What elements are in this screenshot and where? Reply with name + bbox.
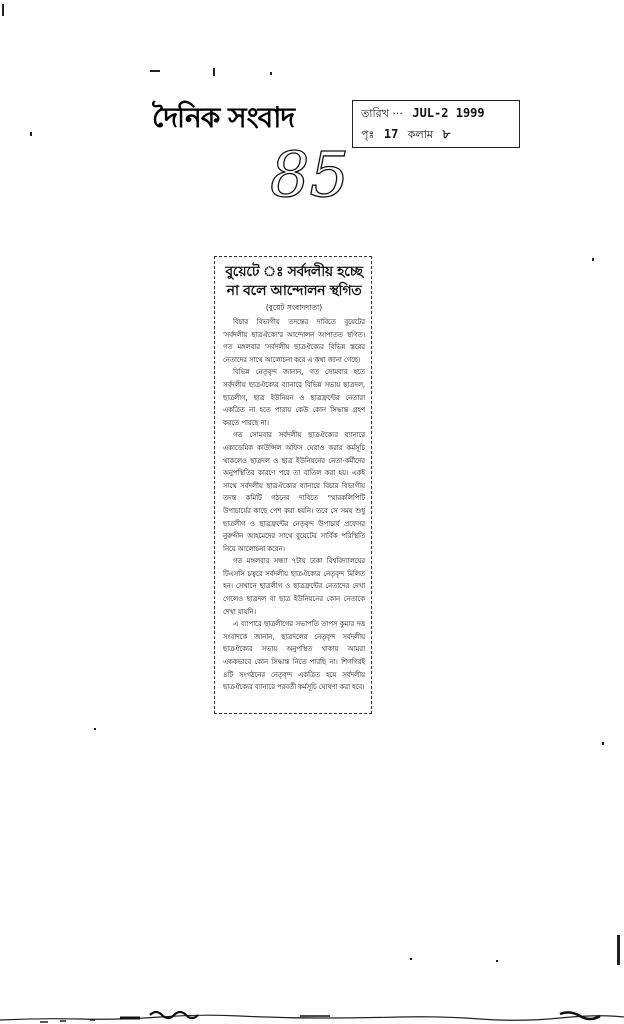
clipping-byline: (বুয়েট সংবাদদাতা) (265, 303, 323, 312)
stamp-dots: ··· (392, 107, 403, 120)
news-clipping (214, 256, 372, 714)
scan-speck (30, 132, 32, 136)
scan-speck (213, 68, 215, 76)
handwritten-number (262, 138, 362, 208)
clipping-paragraph: গত সোমবার সর্বদলীয় ছাত্রঐক্যের ব্যানারে একাডেমিক কাউন্সিল অফিস ঘেরাও করার কর্মসূচি থাকলেও ছাত্রদল ও ছাত্র ইউনিয়নের নেতা-কর্মীদের অনুপস্থিতির কারণে পরে তা বাতিল করা হয়। একই সাথে সর্বদলীয় ছাত্রঐক্যের ব্যানারে বিচার বিভাগীয় তদন্ত কমিটি গঠনের দাবিতে 'স্মারকলিপিটি উপাচার্যের কাছে পেশ করা হয়নি। তবে সে সময় শুধু ছাত্রলীগ ও ছাত্রফ্রন্টের নেতৃবৃন্দ উপাচার্য প্রফেসর নুরুদ্দীন আহমেদের সাথে বুয়েটের সার্বিক পরিস্থিতি নিয়ে আলোচনা করেন। (223, 431, 365, 553)
archive-stamp (352, 100, 520, 148)
stamp-page-row (361, 125, 456, 144)
stamp-page-value: 17 (383, 127, 399, 141)
scan-speck (592, 258, 594, 261)
scan-speck (150, 70, 160, 72)
scan-speck (410, 958, 412, 960)
scan-speck (602, 742, 604, 745)
scan-speck (617, 935, 620, 965)
stamp-date-label: তারিখ (361, 107, 389, 120)
stamp-page-label: পৃঃ (361, 128, 375, 141)
clipping-paragraph: বিভিন্ন নেতৃবৃন্দ জানান, গত সোমবার হতে সর্বদলীয় ছাত্রঐক্যের ব্যানারে বিভিন্ন সভায় ছাত্রদল, ছাত্রলীগ, ছাত্র ইউনিয়ন ও ছাত্রফ্রন্টের নেতারা একত্রিত না হতে পারায় কেউ কোন সিদ্ধান্ত গ্রহণ করতে পারছে না। (223, 368, 365, 427)
scan-speck (2, 4, 4, 16)
clipping-headline: বুয়েটে ঃ সর্বদলীয় হচ্ছে না বলে আন্দোলন স্থগিত (225, 264, 363, 299)
scan-speck (270, 72, 272, 75)
stamp-date-value: JUL-2 1999 (412, 106, 485, 120)
scan-edge-noise (0, 1000, 624, 1024)
scan-speck (496, 960, 498, 962)
clipping-paragraph: এ ব্যাপারে ছাত্রলীগের সভাপতি তাপস কুমার দত্ত সংবাদকে জানান, ছাত্রদলের নেতৃবৃন্দ সর্বদলীয় ছাত্রঐক্যের সভায় অনুপস্থিত থাকায় আমরা এককভাবে কোন সিদ্ধান্ত নিতে পারছি না। শিগগিরই ৪টি সংগঠনের নেতৃবৃন্দ একত্রিত হয়ে সর্বদলীয় ছাত্রঐক্যের ব্যানারে পরবর্তী কর্মসূচি ঘোষণা করা হবে। (223, 620, 365, 692)
newspaper-masthead: দৈনিক সংবাদ (152, 101, 295, 134)
stamp-column-label: কলাম (407, 128, 433, 141)
clipping-paragraph: বিচার বিভাগীয় তদন্তের দাবিতে বুয়েটের 'সর্বদলীয় ছাত্রঐক্যে'র আন্দোলন আপাতত স্থগিত। গত মঙ্গলবার 'সর্বদলীয় ছাত্রঐক্যের বিভিন্ন স্তরের নেতাদের সাথে আলোচনা করে এ কথা জানা গেছে। (223, 318, 365, 364)
scan-speck (94, 728, 96, 730)
stamp-column-value: ৮ (442, 127, 451, 141)
clipping-paragraph: গত মঙ্গলবার সন্ধ্যা ৭টায় ঢাকা বিশ্ববিদ্যালয়ের টিএসসি চত্বরে সর্বদলীয় ছাত্রঐক্যের নেতৃবৃন্দ মিলিত হন। সেখানে ছাত্রলীগ ও ছাত্রফ্রন্টের নেতাদের দেখা গেলেও ছাত্রদল বা ছাত্র ইউনিয়নের কোন নেতাকে দেখা যায়নি। (223, 557, 365, 616)
handwritten-number-text: 85 (270, 138, 349, 208)
stamp-date-row (361, 104, 491, 123)
